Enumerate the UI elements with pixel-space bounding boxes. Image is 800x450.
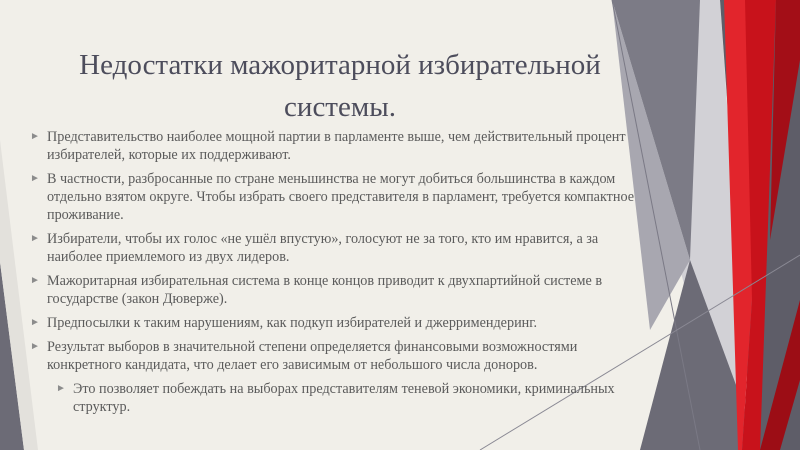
bullet-item	[30, 314, 640, 332]
bullet-list	[30, 128, 640, 416]
triangle-bullet-icon: ►	[30, 275, 40, 286]
bullet-item	[30, 170, 640, 224]
bullet-text: Мажоритарная избирательная система в конце концов приводит к двухпартийной системе в государстве (закон Дюверже).	[47, 273, 603, 307]
triangle-bullet-icon: ►	[30, 131, 40, 142]
triangle-bullet-icon: ►	[30, 317, 40, 328]
slide-title: Недостатки мажоритарной избирательной системы.	[79, 49, 601, 123]
bullet-item	[30, 272, 640, 308]
bullet-text: Представительство наиболее мощной партии в парламенте выше, чем действительный процент избирателей, которые их поддерживают.	[47, 129, 626, 163]
bullet-item	[30, 230, 640, 266]
triangle-bullet-icon: ►	[30, 341, 40, 352]
sub-bullet-text: Это позволяет побеждать на выборах представителям теневой экономики, криминальных структур.	[73, 381, 615, 415]
bullet-text: Предпосылки к таким нарушениям, как подкуп избирателей и джерримендеринг.	[47, 315, 538, 331]
triangle-bullet-icon: ►	[30, 233, 40, 244]
bullet-item	[30, 338, 640, 374]
bullet-text: Результат выборов в значительной степени определяется финансовыми возможностями конкретного кандидата, что делает его зависимым от небольшого числа доноров.	[47, 339, 578, 373]
bullet-text: В частности, разбросанные по стране меньшинства не могут добиться большинства в каждом отдельно взятом округе. Чтобы избрать своего представителя в парламент, требуется компактное проживание.	[47, 171, 635, 223]
triangle-bullet-icon: ►	[56, 383, 66, 394]
bullet-item	[30, 128, 640, 164]
bullet-text: Избиратели, чтобы их голос «не ушёл впустую», голосуют не за того, кто им нравится, а за наиболее приемлемого из двух лидеров.	[47, 231, 599, 265]
triangle-bullet-icon: ►	[30, 173, 40, 184]
sub-bullet-item	[56, 380, 640, 416]
